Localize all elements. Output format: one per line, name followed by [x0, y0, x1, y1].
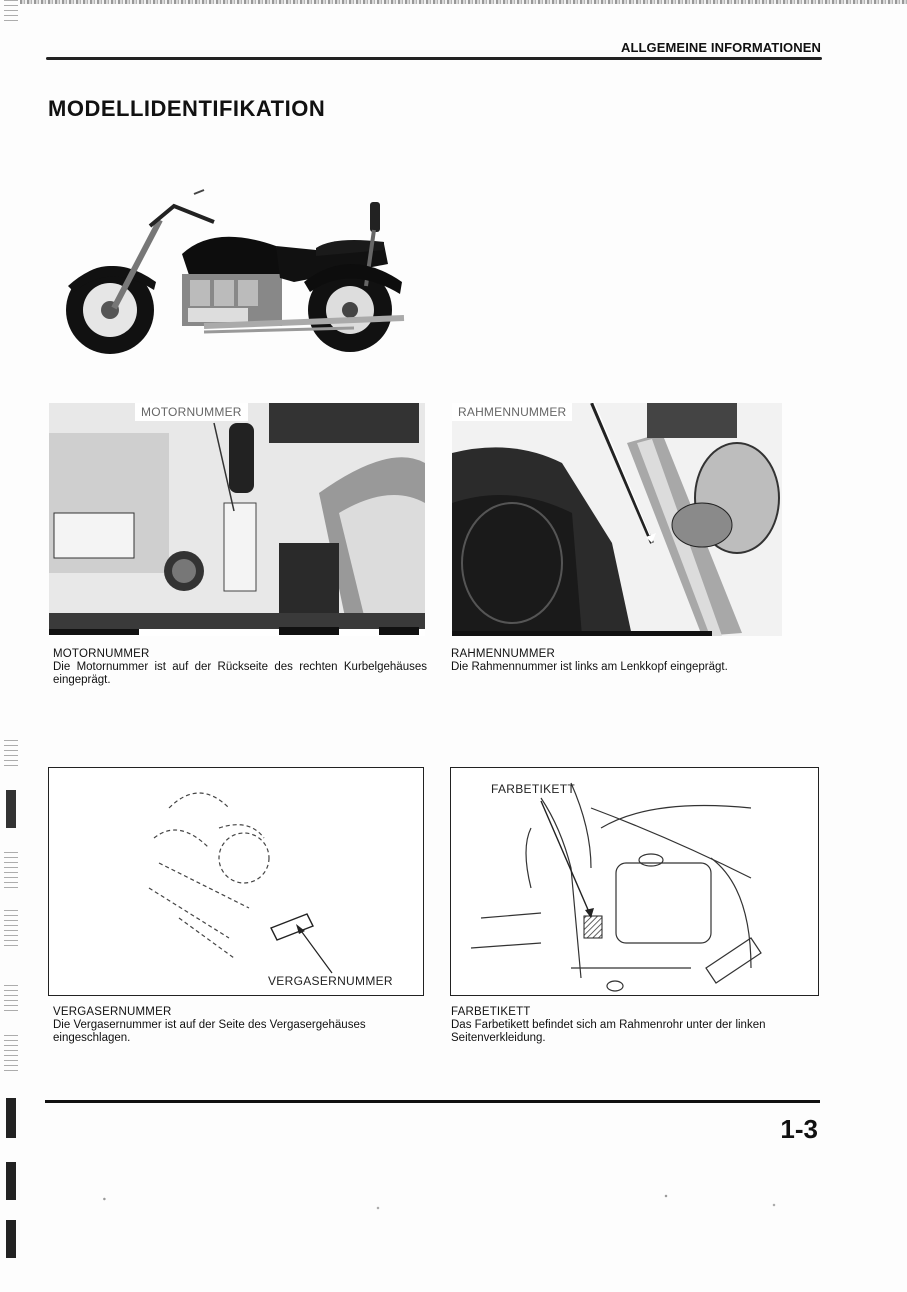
- caption-title: MOTORNUMMER: [53, 648, 150, 660]
- scan-specks-artifact: [90, 1190, 810, 1220]
- margin-scan-artifact: [4, 910, 18, 950]
- color-label-caption: [451, 1006, 821, 1045]
- caption-title: FARBETIKETT: [451, 1006, 531, 1018]
- scan-edge-artifact: [20, 0, 907, 4]
- caption-title: RAHMENNUMMER: [451, 648, 555, 660]
- color-label-drawing-icon: [450, 767, 819, 996]
- engine-number-photo: [49, 403, 425, 636]
- margin-scan-artifact: [6, 790, 16, 828]
- margin-scan-artifact: [4, 852, 18, 888]
- caption-text: Die Vergasernummer ist auf der Seite des Vergasergehäuses eingeschlagen.: [53, 1019, 366, 1044]
- engine-number-label: MOTORNUMMER: [135, 403, 248, 421]
- motorcycle-illustration-icon: [54, 186, 410, 362]
- section-header: ALLGEMEINE INFORMATIONEN: [620, 40, 821, 55]
- margin-scan-artifact: [6, 1162, 16, 1200]
- frame-number-label: RAHMENNUMMER: [452, 403, 572, 421]
- carburetor-number-caption: [53, 1006, 427, 1045]
- carburetor-drawing-icon: [48, 767, 424, 996]
- color-label-label: FARBETIKETT: [491, 782, 575, 796]
- frame-number-caption: [451, 648, 821, 674]
- margin-scan-artifact: [4, 0, 18, 24]
- footer-rule: [45, 1100, 820, 1103]
- margin-scan-artifact: [6, 1220, 16, 1258]
- header-rule: [46, 57, 822, 60]
- caption-title: VERGASERNUMMER: [53, 1006, 172, 1018]
- caption-text: Die Motornummer ist auf der Rückseite des rechten Kurbelgehäuses eingeprägt.: [53, 661, 427, 686]
- caption-text: Die Rahmennummer ist links am Lenkkopf eingeprägt.: [451, 661, 728, 673]
- page-title: MODELLIDENTIFIKATION: [48, 96, 326, 121]
- margin-scan-artifact: [4, 1035, 18, 1071]
- frame-number-photo: [452, 403, 782, 636]
- margin-scan-artifact: [4, 985, 18, 1015]
- carburetor-number-label: VERGASERNUMMER: [268, 974, 393, 988]
- caption-text: Das Farbetikett befindet sich am Rahmenrohr unter der linken Seitenverkleidung.: [451, 1019, 766, 1044]
- margin-scan-artifact: [4, 740, 18, 770]
- margin-scan-artifact: [6, 1098, 16, 1138]
- page-number: 1-3: [780, 1114, 818, 1144]
- engine-number-caption: [53, 648, 427, 687]
